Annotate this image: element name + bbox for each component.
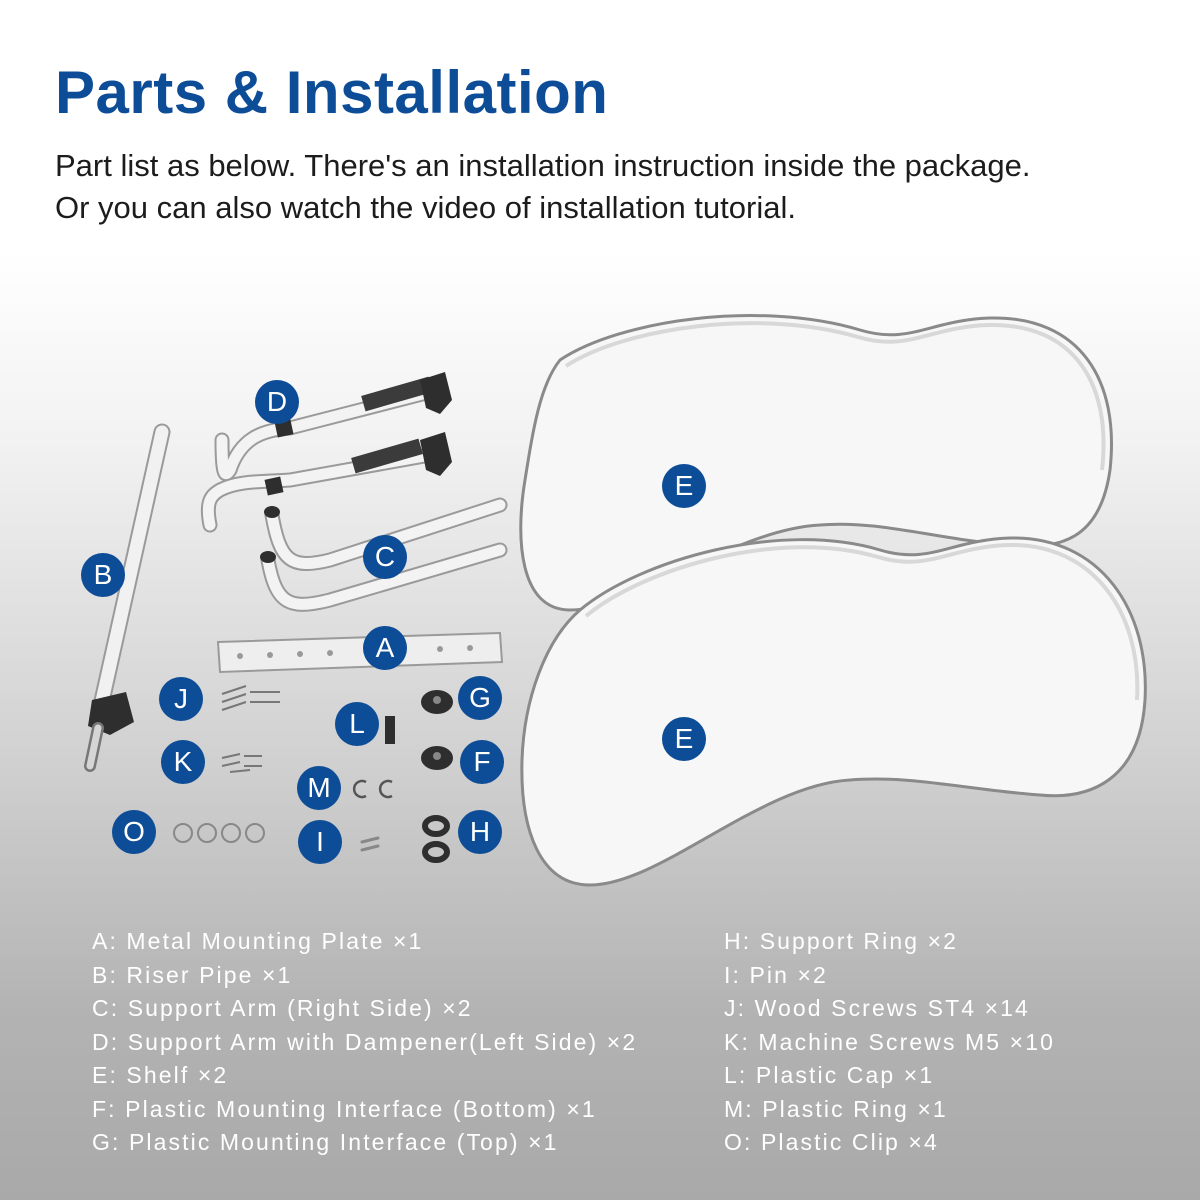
badge-a: A — [363, 626, 407, 670]
shelf-bottom — [522, 538, 1145, 885]
badge-b: B — [81, 553, 125, 597]
badge-m: M — [297, 766, 341, 810]
part-item: O: Plastic Clip ×4 — [724, 1129, 939, 1155]
part-item: G: Plastic Mounting Interface (Top) ×1 — [92, 1129, 559, 1155]
badge-k: K — [161, 740, 205, 784]
part-item: M: Plastic Ring ×1 — [724, 1095, 948, 1122]
wood-screws — [222, 686, 280, 710]
mounting-plate — [218, 633, 502, 672]
badge-e-bottom: E — [662, 717, 706, 761]
mounting-interface-bottom — [421, 746, 453, 770]
badge-d: D — [255, 380, 299, 424]
part-item: J: Wood Screws ST4 ×14 — [724, 995, 1030, 1021]
part-item: A: Metal Mounting Plate ×1 — [92, 928, 424, 954]
page-title: Parts & Installation — [55, 59, 609, 126]
part-item: K: Machine Screws M5 ×10 — [724, 1028, 1055, 1055]
badge-e-top: E — [662, 464, 706, 508]
badge-i: I — [298, 820, 342, 864]
pins — [362, 838, 378, 850]
part-item: L: Plastic Cap ×1 — [724, 1062, 935, 1088]
part-item: E: Shelf ×2 — [92, 1062, 229, 1088]
mounting-interface-top — [421, 690, 453, 714]
part-item: D: Support Arm with Dampener(Left Side) ×2 — [92, 1028, 638, 1055]
part-item: I: Pin ×2 — [724, 961, 828, 988]
badge-h: H — [458, 810, 502, 854]
part-item: B: Riser Pipe ×1 — [92, 961, 293, 988]
part-item: F: Plastic Mounting Interface (Bottom) ×1 — [92, 1095, 597, 1122]
intro-line-1: Part list as below. There's an installation instruction inside the package. — [55, 148, 1031, 183]
badge-g: G — [458, 676, 502, 720]
parts-list-left — [92, 925, 637, 1160]
support-arms-dampener — [208, 372, 452, 525]
support-rings — [425, 818, 447, 860]
riser-pipe — [88, 432, 162, 766]
badge-c: C — [363, 535, 407, 579]
parts-list-right — [724, 925, 1055, 1160]
part-item: C: Support Arm (Right Side) ×2 — [92, 995, 473, 1021]
machine-screws — [222, 754, 262, 772]
part-item: H: Support Ring ×2 — [724, 928, 959, 954]
intro-line-2: Or you can also watch the video of installation tutorial. — [55, 190, 796, 225]
plastic-ring — [354, 781, 392, 797]
badge-o: O — [112, 810, 156, 854]
plastic-cap — [385, 716, 395, 744]
badge-f: F — [460, 740, 504, 784]
plastic-clips — [174, 824, 264, 842]
badge-l: L — [335, 702, 379, 746]
badge-j: J — [159, 677, 203, 721]
